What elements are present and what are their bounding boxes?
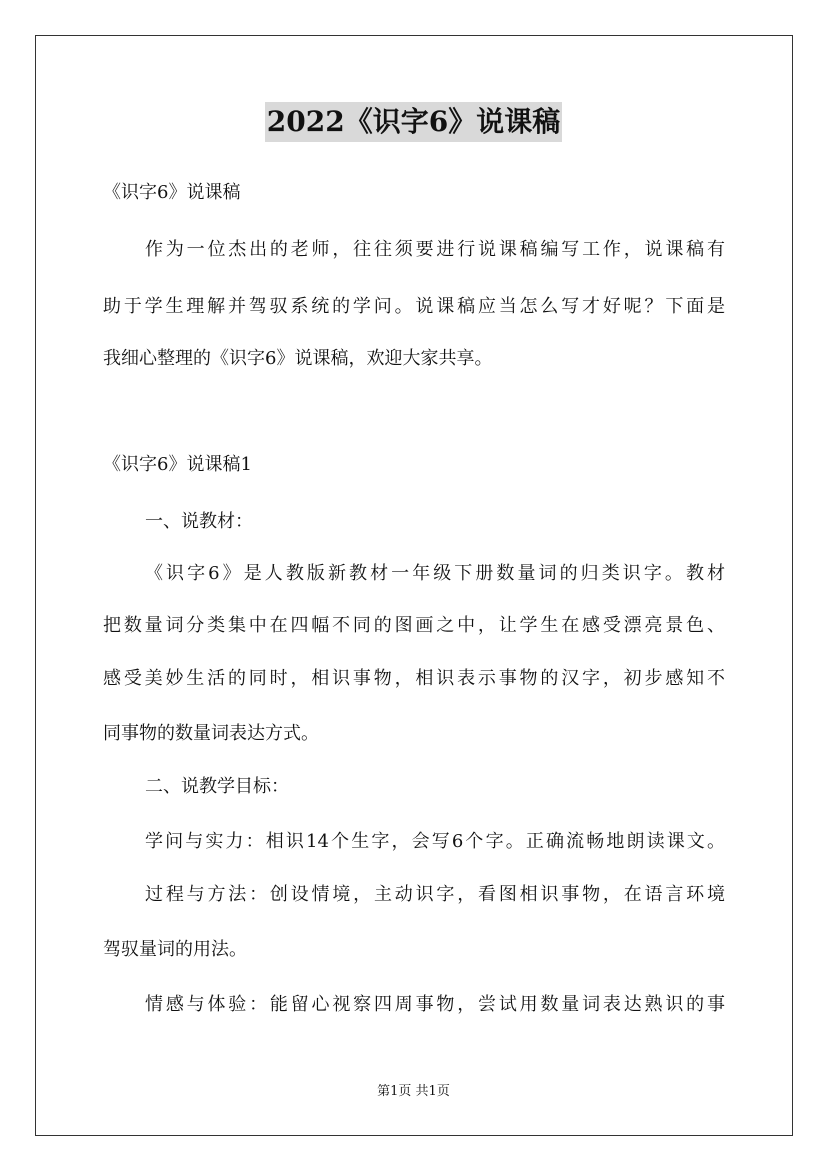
page-footer: 第1页 共1页 xyxy=(377,1084,450,1099)
heading-teaching-goals: 二、说教学目标： xyxy=(145,776,289,797)
material-line-1: 《识字6》是人教版新教材一年级下册数量词的归类识字。教材 xyxy=(145,563,725,584)
material-line-2: 把数量词分类集中在四幅不同的图画之中，让学生在感受漂亮景色、 xyxy=(103,615,725,636)
goal-knowledge-line: 学问与实力：相识14个生字，会写6个字。正确流畅地朗读课文。 xyxy=(145,831,725,852)
document-title-wrap xyxy=(0,102,827,146)
material-line-3: 感受美妙生活的同时，相识事物，相识表示事物的汉字，初步感知不 xyxy=(103,668,725,689)
goal-emotion-line: 情感与体验：能留心视察四周事物，尝试用数量词表达熟识的事 xyxy=(145,994,725,1015)
material-line-4: 同事物的数量词表达方式。 xyxy=(103,723,319,744)
intro-line-3: 我细心整理的《识字6》说课稿，欢迎大家共享。 xyxy=(103,348,493,369)
document-title: 2022《识字6》说课稿 xyxy=(265,102,562,142)
intro-line-2: 助于学生理解并驾驭系统的学问。说课稿应当怎么写才好呢？下面是 xyxy=(103,296,725,317)
goal-process-line-2: 驾驭量词的用法。 xyxy=(103,939,247,960)
goal-process-line-1: 过程与方法：创设情境，主动识字，看图相识事物，在语言环境 xyxy=(145,884,725,905)
intro-line-1: 作为一位杰出的老师，往往须要进行说课稿编写工作，说课稿有 xyxy=(145,239,725,260)
section-heading-1: 《识字6》说课稿1 xyxy=(103,454,252,475)
heading-teaching-material: 一、说教材： xyxy=(145,511,253,532)
subtitle-line: 《识字6》说课稿 xyxy=(103,182,241,203)
